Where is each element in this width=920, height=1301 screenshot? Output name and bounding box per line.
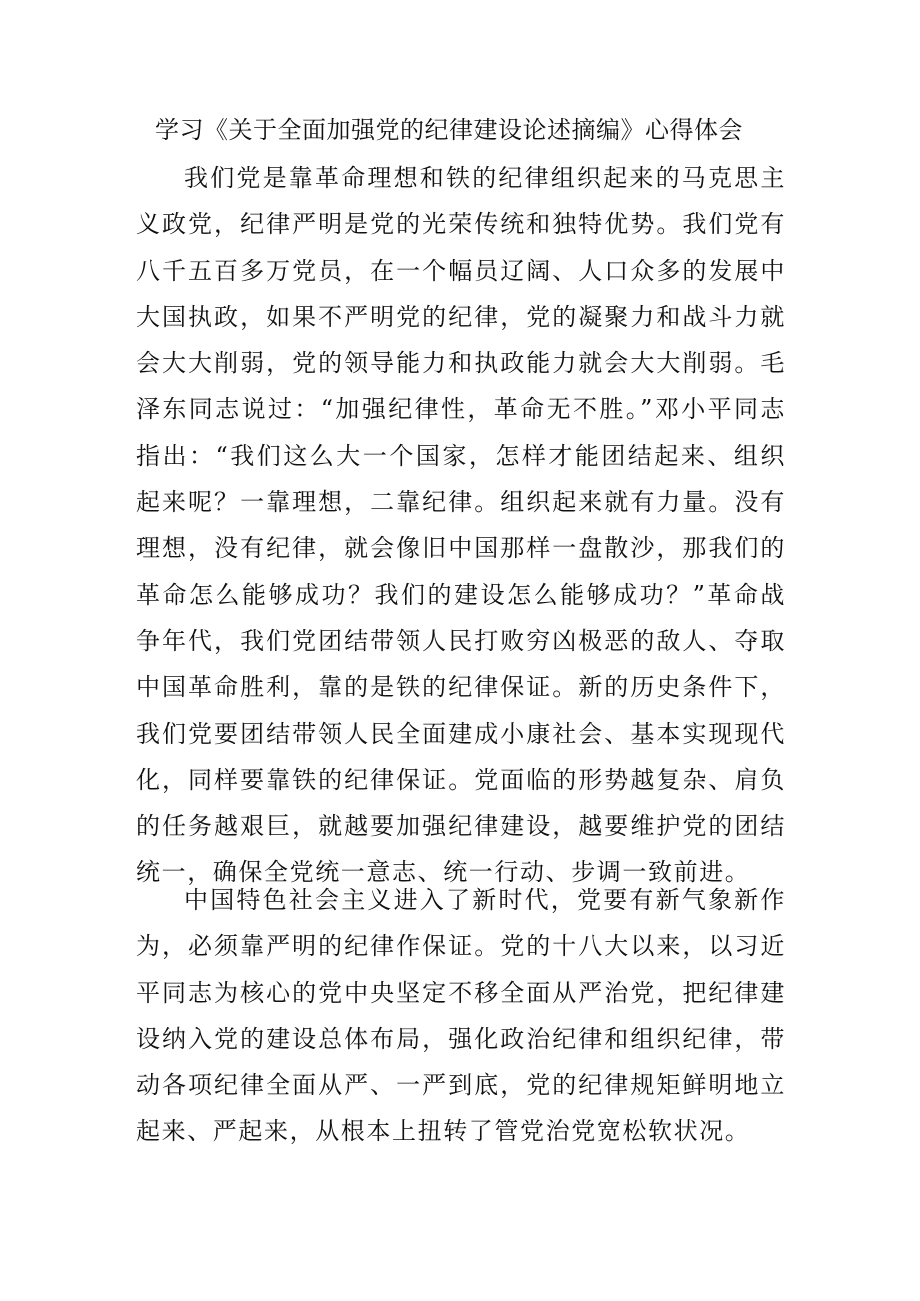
body-paragraph-1: 我们党是靠革命理想和铁的纪律组织起来的马克思主义政党，纪律严明是党的光荣传统和独特优势。我们党有八千五百多万党员，在一个幅员辽阔、人口众多的发展中大国执政，如果不严明党的纪律，党的凝聚力和战斗力就会大大削弱，党的领导能力和执政能力就会大大削弱。毛泽东同志说过：“加强纪律性，革命无不胜。”邓小平同志指出：“我们这么大一个国家，怎样才能团结起来、组织起来呢？一靠理想，二靠纪律。组织起来就有力量。没有理想，没有纪律，就会像旧中国那样一盘散沙，那我们的革命怎么能够成功？我们的建设怎么能够成功？”革命战争年代，我们党团结带领人民打败穷凶极恶的敌人、夺取中国革命胜利，靠的是铁的纪律保证。新的历史条件下，我们党要团结带领人民全面建成小康社会、基本实现现代化，同样要靠铁的纪律保证。党面临的形势越复杂、肩负的任务越艰巨，就越要加强纪律建设，越要维护党的团结统一，确保全党统一意志、统一行动、步调一致前进。 (136, 164, 786, 887)
document-title: 学习《关于全面加强党的纪律建设论述摘编》心得体会 (155, 116, 743, 144)
body-paragraph-2: 中国特色社会主义进入了新时代，党要有新气象新作为，必须靠严明的纪律作保证。党的十八大以来，以习近平同志为核心的党中央坚定不移全面从严治党，把纪律建设纳入党的建设总体布局，强化政治纪律和组织纪律，带动各项纪律全面从严、一严到底，党的纪律规矩鲜明地立起来、严起来，从根本上扭转了管党治党宽松软状况。 (136, 886, 786, 1146)
